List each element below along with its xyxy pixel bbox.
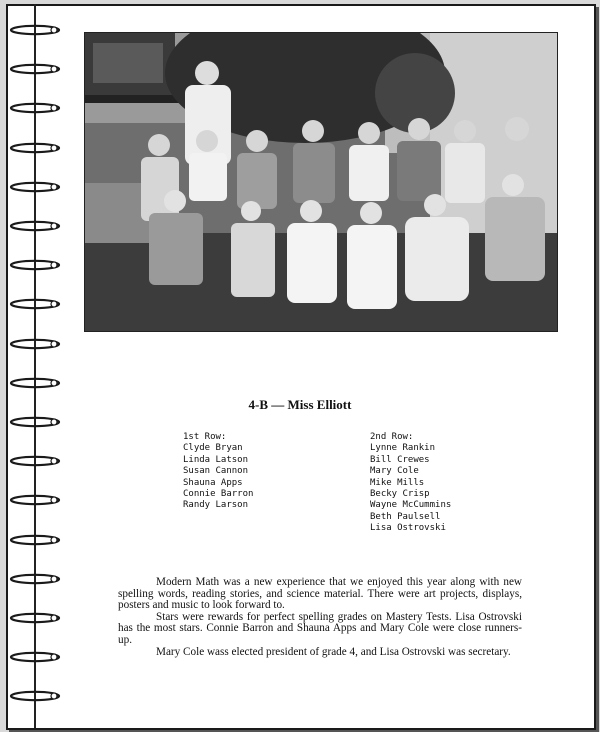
- binding-ring: [8, 63, 62, 75]
- second-row-name: Lynne Rankin: [370, 443, 436, 454]
- first-row-name: Shauna Apps: [183, 477, 243, 488]
- second-row-name: Beth Paulsell: [370, 511, 441, 522]
- paragraph: Mary Cole wass elected president of grade 4, and Lisa Ostrovski was secretary.: [156, 645, 511, 658]
- first-row-name: Linda Latson: [183, 454, 249, 465]
- second-row-title: 2nd Row:: [370, 432, 414, 442]
- binding-ring: [8, 651, 62, 663]
- second-row-name: Mike Mills: [370, 477, 425, 488]
- first-row-name: Randy Larson: [183, 500, 249, 511]
- spiral-binding: [8, 0, 68, 732]
- binding-ring: [8, 494, 62, 506]
- binding-ring: [8, 220, 62, 232]
- second-row-name: Becky Crisp: [370, 489, 430, 500]
- binding-ring: [8, 534, 62, 546]
- second-row-name: Wayne McCummins: [370, 500, 452, 511]
- paragraph: Stars were rewards for perfect spelling grades on Mastery Tests. Lisa Ostrovski has the most stars. Connie Barron and Shauna Apps and Mary Cole were close runners-up.: [118, 610, 522, 646]
- binding-ring: [8, 690, 62, 702]
- binding-ring: [8, 102, 62, 114]
- paragraph: Modern Math was a new experience that we enjoyed this year along with new spelling words, reading stories, and science material. There were art projects, displays, posters and music to look forward to.: [118, 576, 522, 612]
- binding-ring: [8, 181, 62, 193]
- binding-ring: [8, 338, 62, 350]
- second-row-name: Bill Crewes: [370, 454, 430, 465]
- first-row-list: [183, 432, 253, 512]
- binding-ring: [8, 142, 62, 154]
- class-photo: [84, 32, 558, 332]
- binding-ring: [8, 455, 62, 467]
- second-row-list: [370, 432, 451, 535]
- first-row-name: Connie Barron: [183, 489, 254, 500]
- first-row-name: Clyde Bryan: [183, 443, 243, 454]
- binding-ring: [8, 612, 62, 624]
- binding-ring: [8, 24, 62, 36]
- second-row-name: Mary Cole: [370, 466, 419, 477]
- first-row-name: Susan Cannon: [183, 466, 249, 477]
- class-heading: 4-B — Miss Elliott: [248, 397, 352, 412]
- class-description: [118, 577, 522, 658]
- binding-ring: [8, 416, 62, 428]
- second-row-name: Lisa Ostrovski: [370, 523, 446, 534]
- binding-ring: [8, 573, 62, 585]
- first-row-title: 1st Row:: [183, 432, 227, 442]
- binding-ring: [8, 259, 62, 271]
- binding-ring: [8, 377, 62, 389]
- binding-ring: [8, 298, 62, 310]
